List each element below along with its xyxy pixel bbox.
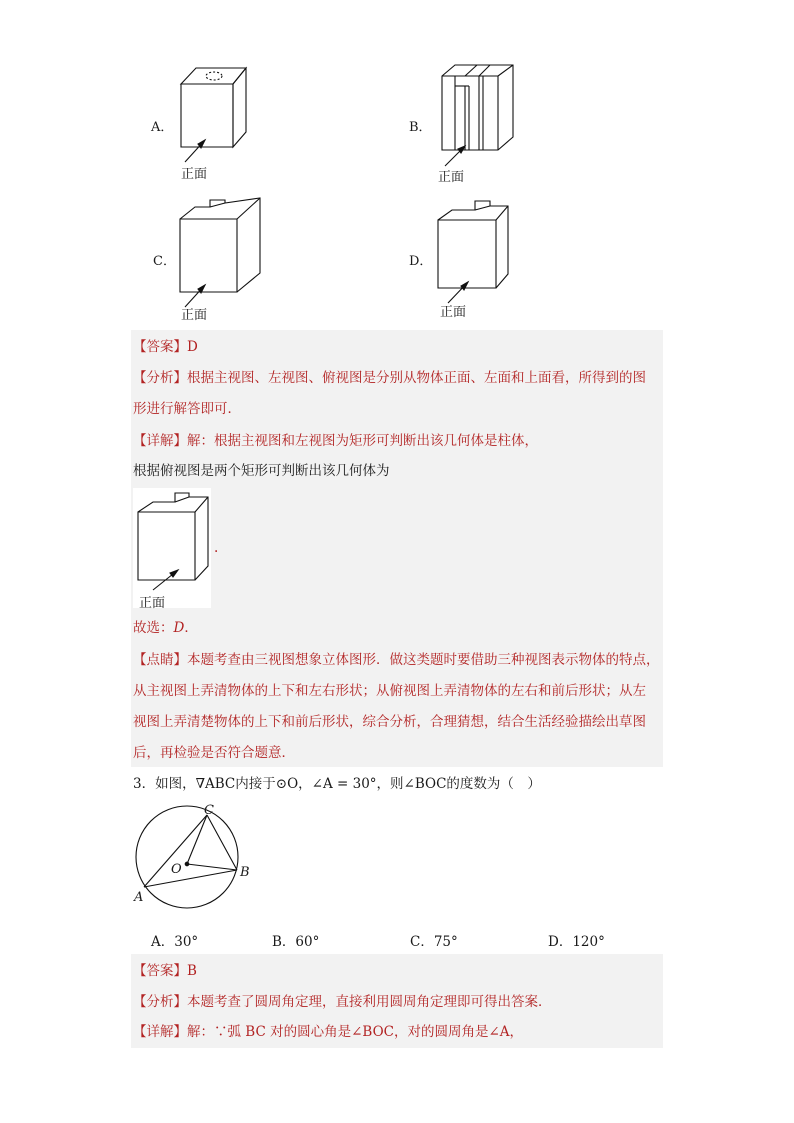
q2-analysis-line-2: 形进行解答即可．	[133, 401, 241, 417]
q2-choose-prefix: 故选：	[133, 620, 174, 636]
option-c-figure	[170, 195, 270, 315]
q2-comment-tag: 【点睛】	[133, 652, 187, 668]
q2-solution-figure	[133, 490, 218, 590]
q3-option-b: B．60°	[272, 934, 320, 950]
q2-answer-line	[133, 337, 198, 357]
q3-stem: 3．如图，∇ABC内接于⊙O，∠A = 30°，则∠BOC的度数为（ ）	[133, 776, 541, 792]
q3-circle-figure	[130, 800, 260, 910]
q3-label-c: C	[204, 803, 214, 818]
option-b-figure	[435, 62, 525, 182]
option-a-label: A．	[151, 120, 174, 135]
q3-detail-tag: 【详解】	[133, 1024, 187, 1040]
q3-option-a: A．30°	[151, 934, 199, 950]
q2-answer-tag: 【答案】	[133, 339, 187, 355]
option-a-caption: 正面	[181, 167, 208, 182]
option-b-label: B．	[409, 120, 432, 135]
q3-label-a: A	[134, 890, 144, 905]
q2-comment-line-2: 从主视图上弄清物体的上下和左右形状；从俯视图上弄清物体的左右和前后形状；从左	[133, 683, 646, 699]
q2-comment-line-1	[133, 650, 660, 670]
q2-detail-line-2: 根据俯视图是两个矩形可判断出该几何体为	[133, 463, 390, 479]
q2-analysis-text-1: 根据主视图、左视图、俯视图是分别从物体正面、左面和上面看，所得到的图	[187, 370, 646, 386]
option-b-caption: 正面	[438, 170, 465, 185]
q2-comment-line-4: 后，再检验是否符合题意．	[133, 745, 295, 761]
q2-choose-value: D	[173, 620, 185, 636]
q3-analysis-tag: 【分析】	[133, 994, 187, 1010]
q2-choose-suffix: ．	[184, 620, 198, 636]
option-c-caption: 正面	[181, 308, 208, 323]
q2-detail-tag: 【详解】	[133, 433, 187, 449]
q2-answer-value: D	[187, 339, 198, 355]
q3-option-d: D．120°	[548, 934, 605, 950]
q3-label-o: O	[171, 862, 182, 877]
q2-figure-caption: 正面	[139, 596, 166, 611]
q3-answer-tag: 【答案】	[133, 963, 187, 979]
q3-option-c: C．75°	[410, 934, 458, 950]
q3-analysis-line	[133, 992, 552, 1012]
q3-detail-text: 解：∵弧 BC 对的圆心角是∠BOC，对的圆周角是∠A，	[187, 1024, 524, 1040]
q3-label-b: B	[240, 865, 250, 880]
q3-answer-line	[133, 961, 197, 981]
q2-detail-text-1: 解：根据主视图和左视图为矩形可判断出该几何体是柱体，	[187, 433, 538, 449]
q3-answer-value: B	[187, 963, 197, 979]
q2-choose-line	[133, 618, 198, 638]
option-d-caption: 正面	[440, 305, 467, 320]
q2-comment-line-3: 视图上弄清楚物体的上下和前后形状，综合分析，合理猜想，结合生活经验描绘出草图	[133, 714, 646, 730]
q3-analysis-text: 本题考查了圆周角定理，直接利用圆周角定理即可得出答案．	[187, 994, 552, 1010]
option-c-label: C．	[153, 254, 176, 269]
option-d-figure	[430, 198, 520, 308]
q3-detail-line	[133, 1022, 523, 1042]
q2-figure-period: .	[214, 540, 219, 556]
q2-analysis-line-1	[133, 368, 646, 388]
q2-detail-line-1	[133, 431, 538, 451]
q2-analysis-tag: 【分析】	[133, 370, 187, 386]
q2-comment-text-1: 本题考查由三视图想象立体图形．做这类题时要借助三种视图表示物体的特点，	[187, 652, 660, 668]
option-d-label: D．	[409, 254, 433, 269]
